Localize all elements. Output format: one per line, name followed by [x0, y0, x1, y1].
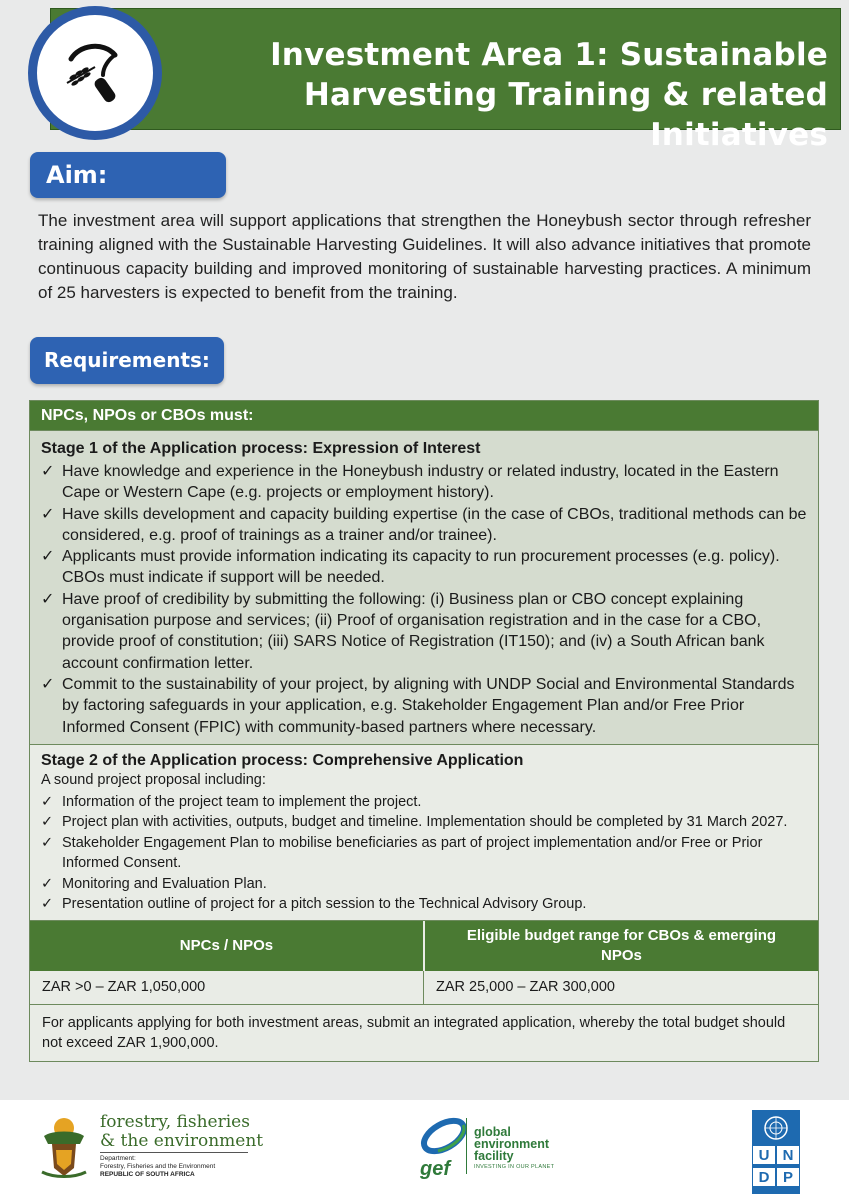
list-item: ✓ Have proof of credibility by submitting the following: (i) Business plan or CBO concept explaining organisation purpose and services; (ii) Proof of organisation registration and in the case for a CBO, provide proof of constitution; (iii) SARS Notice of Registration (IT150); and (iv) a South African bank account confirmation letter. — [41, 590, 765, 672]
dffe-divider — [100, 1152, 248, 1153]
footer-logos — [0, 1100, 849, 1200]
gef-tagline: INVESTING IN OUR PLANET — [474, 1164, 555, 1170]
aim-paragraph: The investment area will support applications that strengthen the Honeybush sector through refresher training aligned with the Sustainable Harvesting Guidelines. It will also advance initiatives that promote continuous capacity building and improved monitoring of sustainable harvesting practices. A minimum of 25 harvesters is expected to benefit from the training. — [38, 211, 811, 302]
checkmark-icon: ✓ — [41, 834, 54, 851]
gef-name: global environment facility — [474, 1125, 550, 1163]
undp-letter: N — [777, 1146, 799, 1164]
undp-letter: U — [753, 1146, 775, 1164]
stage1-section — [30, 430, 818, 744]
table-row — [30, 971, 818, 1005]
south-africa-coat-of-arms-icon — [38, 1114, 90, 1180]
header-banner — [50, 8, 841, 153]
budget-col1-header: NPCs / NPOs — [30, 921, 425, 971]
stage1-title: Stage 1 of the Application process: Expression of Interest — [41, 440, 481, 457]
requirements-table — [29, 400, 819, 1062]
gef-divider — [466, 1118, 467, 1174]
budget-table-header — [30, 920, 818, 971]
aim-label: Aim: — [30, 152, 226, 198]
page-title: Investment Area 1: Sustainable Harvesting Training & related Initiatives — [270, 37, 828, 153]
budget-col1-value: ZAR >0 – ZAR 1,050,000 — [30, 971, 424, 1004]
checkmark-icon: ✓ — [41, 463, 55, 480]
list-item: ✓ Commit to the sustainability of your project, by aligning with UNDP Social and Environmental Standards by factoring safeguards in your application, e.g. Stakeholder Engagement Plan and/or Free Prior Informed Consent (FPIC) with community-based partners where necessary. — [41, 675, 795, 736]
header-emblem — [28, 6, 162, 140]
list-item: ✓ Stakeholder Engagement Plan to mobilise beneficiaries as part of project implementation and/or Free or Prior Informed Consent. — [41, 834, 763, 872]
undp-letter: P — [777, 1168, 799, 1186]
checkmark-icon: ✓ — [41, 505, 55, 523]
budget-col2-value: ZAR 25,000 – ZAR 300,000 — [436, 978, 615, 995]
checkmark-icon: ✓ — [41, 875, 54, 892]
dffe-department-text: Department: Forestry, Fisheries and the Environment REPUBLIC OF SOUTH AFRICA — [100, 1155, 216, 1178]
stage2-list — [41, 792, 808, 915]
un-emblem-icon — [762, 1114, 790, 1142]
list-item: ✓ Presentation outline of project for a pitch session to the Technical Advisory Group. — [41, 894, 808, 915]
stage2-title: Stage 2 of the Application process: Comprehensive Application — [41, 751, 524, 769]
stage2-intro: A sound project proposal including: — [41, 771, 266, 788]
checkmark-icon: ✓ — [41, 896, 54, 913]
list-item: ✓ Have skills development and capacity building expertise (in the case of CBOs, traditional methods can be considered, e.g. proof of trainings as a trainer and/or trainee). — [41, 505, 807, 544]
checkmark-icon: ✓ — [41, 814, 54, 831]
checkmark-icon: ✓ — [41, 590, 55, 608]
list-item: ✓ Have knowledge and experience in the Honeybush industry or related industry, located in the Eastern Cape or Western Cape (e.g. projects or employment history). — [41, 463, 779, 502]
gef-wordmark: gef — [420, 1158, 450, 1180]
requirements-label: Requirements: — [30, 337, 224, 384]
gef-logo-icon — [418, 1110, 470, 1162]
checkmark-icon: ✓ — [41, 793, 54, 810]
requirements-table-header: NPCs, NPOs or CBOs must: — [30, 401, 818, 430]
sickle-wheat-icon — [59, 37, 131, 109]
undp-logo — [752, 1110, 800, 1194]
list-item: ✓ Information of the project team to implement the project. — [41, 792, 808, 813]
checkmark-icon: ✓ — [41, 548, 55, 566]
stage1-list — [41, 461, 808, 738]
integrated-application-note: For applicants applying for both investment areas, submit an integrated application, whereby the total budget should not exceed ZAR 1,900,000. — [30, 1005, 818, 1061]
list-item: ✓ Applicants must provide information indicating its capacity to run procurement processes (e.g. policy). CBOs must indicate if support will be needed. — [41, 548, 780, 587]
stage2-section — [30, 744, 818, 920]
list-item: ✓ Project plan with activities, outputs, budget and timeline. Implementation should be completed by 31 March 2027. — [41, 812, 808, 833]
dffe-wordmark: forestry, fisheries & the environment — [100, 1112, 264, 1151]
budget-col2-header: Eligible budget range for CBOs & emerging NPOs — [466, 926, 777, 964]
list-item: ✓ Monitoring and Evaluation Plan. — [41, 874, 808, 895]
checkmark-icon: ✓ — [41, 675, 55, 693]
undp-letter: D — [753, 1168, 775, 1186]
